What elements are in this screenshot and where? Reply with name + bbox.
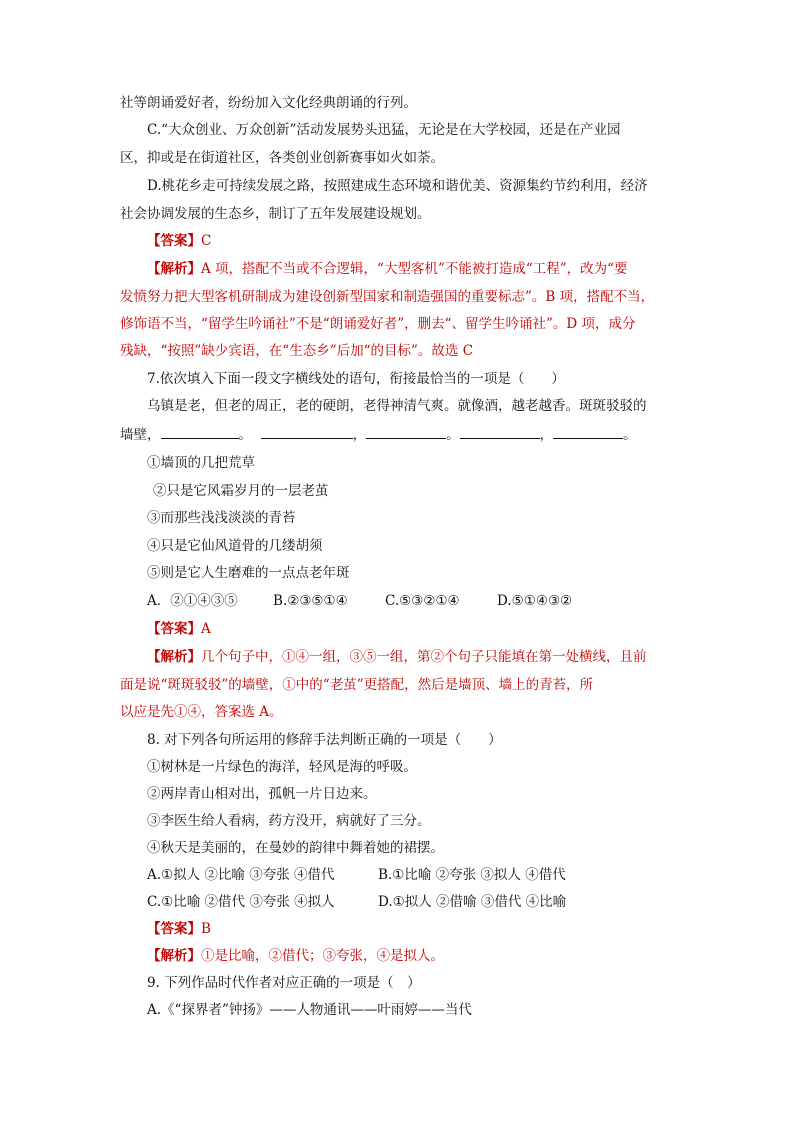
punct: 。 — [238, 427, 252, 443]
q8-item: ④秋天是美丽的，在曼妙的韵律中舞着她的裙摆。 — [147, 840, 444, 856]
q9-stem: 9. 下列作品时代作者对应正确的一项是（ ） — [147, 975, 421, 991]
q7-analysis-line1 — [147, 648, 707, 666]
choice-d: D.⑤①④③② — [497, 593, 573, 609]
analysis-text: 几个句子中，①④一组，③⑤一组，第②个句子只能填在第一处横线，且前 — [201, 649, 647, 665]
blank-3 — [366, 425, 446, 439]
q8-choices-row1 — [147, 866, 707, 884]
q7-item: ⑤则是它人生磨难的一点点老年斑 — [147, 565, 350, 581]
blank-4 — [460, 425, 540, 439]
q6-option-d-line2: 社会协调发展的生态乡，制订了五年发展建设规划。 — [120, 206, 431, 222]
punct: ， — [352, 427, 367, 443]
answer-tag: 【答案】 — [147, 921, 201, 937]
q8-choices-row2 — [147, 893, 707, 911]
q7-item: ②只是它风霜岁月的一层老茧 — [153, 483, 329, 499]
answer-value: A — [201, 621, 211, 637]
q6-option-c-line1: C.“大众创业、万众创新”活动发展势头迅猛，无论是在大学校园，还是在产业园 — [147, 122, 621, 138]
analysis-tag: 【解析】 — [147, 261, 201, 277]
blank-2 — [261, 425, 353, 439]
analysis-tag: 【解析】 — [147, 948, 201, 964]
q6-analysis-line3: 修饰语不当，“留学生吟诵社”不是“朗诵爱好者”，删去“、留学生吟诵社”。D 项，成分 — [120, 316, 636, 332]
q7-choices — [147, 592, 707, 610]
q6-analysis-line4: 残缺，“按照”缺少宾语，在“生态乡”后加“的目标”。故选 C — [120, 343, 474, 359]
analysis-text: A 项，搭配不当或不合逻辑，“大型客机”不能被打造成“工程”，改为“要 — [201, 261, 628, 277]
q6-analysis-line2: 发愤努力把大型客机研制成为建设创新型国家和制造强国的重要标志”。B 项，搭配不当， — [120, 289, 655, 305]
choice-b: B.①比喻 ②夸张 ③拟人 ④借代 — [378, 867, 566, 883]
q7-item: ①墙顶的几把荒草 — [147, 455, 255, 471]
q7-item: ③而那些浅浅淡淡的青苔 — [147, 510, 296, 526]
q8-answer — [147, 920, 707, 938]
q8-item: ②两岸青山相对出，孤帆一片日边来。 — [147, 786, 377, 802]
q8-stem: 8. 对下列各句所运用的修辞手法判断正确的一项是（ ） — [147, 732, 502, 748]
choice-d: D.①拟人 ②借喻 ③借代 ④比喻 — [378, 894, 567, 910]
punct: 。 — [446, 427, 460, 443]
q7-item: ④只是它仙风道骨的几缕胡须 — [147, 538, 323, 554]
blank-5 — [553, 425, 623, 439]
q6-line-cont: 社等朗诵爱好者，纷纷加入文化经典朗诵的行列。 — [120, 95, 417, 111]
choice-c: C.⑤③②①④ — [385, 593, 460, 609]
q7-passage-line2 — [120, 425, 680, 444]
choice-a: A.①拟人 ②比喻 ③夸张 ④借代 — [147, 867, 335, 883]
analysis-text: ①是比喻，②借代；③夸张，④是拟人。 — [201, 948, 444, 964]
q6-option-c-line2: 区，抑或是在街道社区，各类创业创新赛事如火如荼。 — [120, 150, 444, 166]
q9-option-a: A.《“探界者”钟扬》——人物通讯——叶雨婷——当代 — [147, 1002, 472, 1018]
q6-option-d-line1: D.桃花乡走可持续发展之路，按照建成生态环境和谐优美、资源集约节约利用，经济 — [147, 178, 648, 194]
answer-value: C — [201, 233, 212, 249]
q8-analysis — [147, 947, 707, 965]
q6-answer — [147, 232, 707, 250]
answer-value: B — [201, 921, 211, 937]
punct: 。 — [623, 427, 637, 443]
q7-analysis-line3: 以应是先①④，答案选 A。 — [120, 704, 283, 720]
choice-c: C.①比喻 ②借代 ③夸张 ④拟人 — [147, 894, 335, 910]
q7-answer — [147, 620, 707, 638]
choice-b: B.②③⑤①④ — [273, 593, 348, 609]
blank-1 — [161, 425, 239, 439]
choice-a: A．②①④③⑤ — [147, 593, 238, 609]
q6-analysis-line1 — [147, 260, 707, 278]
q8-item: ③李医生给人看病，药方没开，病就好了三分。 — [147, 813, 431, 829]
analysis-tag: 【解析】 — [147, 649, 201, 665]
answer-tag: 【答案】 — [147, 621, 201, 637]
q7-stem: 7.依次填入下面一段文字横线处的语句，衔接最恰当的一项是（ ） — [147, 371, 565, 387]
q7-passage-line1: 乌镇是老，但老的周正，老的硬朗，老得神清气爽。就像酒，越老越香。斑斑驳驳的 — [147, 398, 647, 414]
punct: ， — [539, 427, 554, 443]
q7-analysis-line2: 面是说“斑斑驳驳”的墙壁，①中的“老茧”更搭配，然后是墙顶、墙上的青苔，所 — [120, 677, 594, 693]
q8-item: ①树林是一片绿色的海洋，轻风是海的呼吸。 — [147, 759, 417, 775]
answer-tag: 【答案】 — [147, 233, 201, 249]
passage-start: 墙壁， — [120, 427, 161, 443]
